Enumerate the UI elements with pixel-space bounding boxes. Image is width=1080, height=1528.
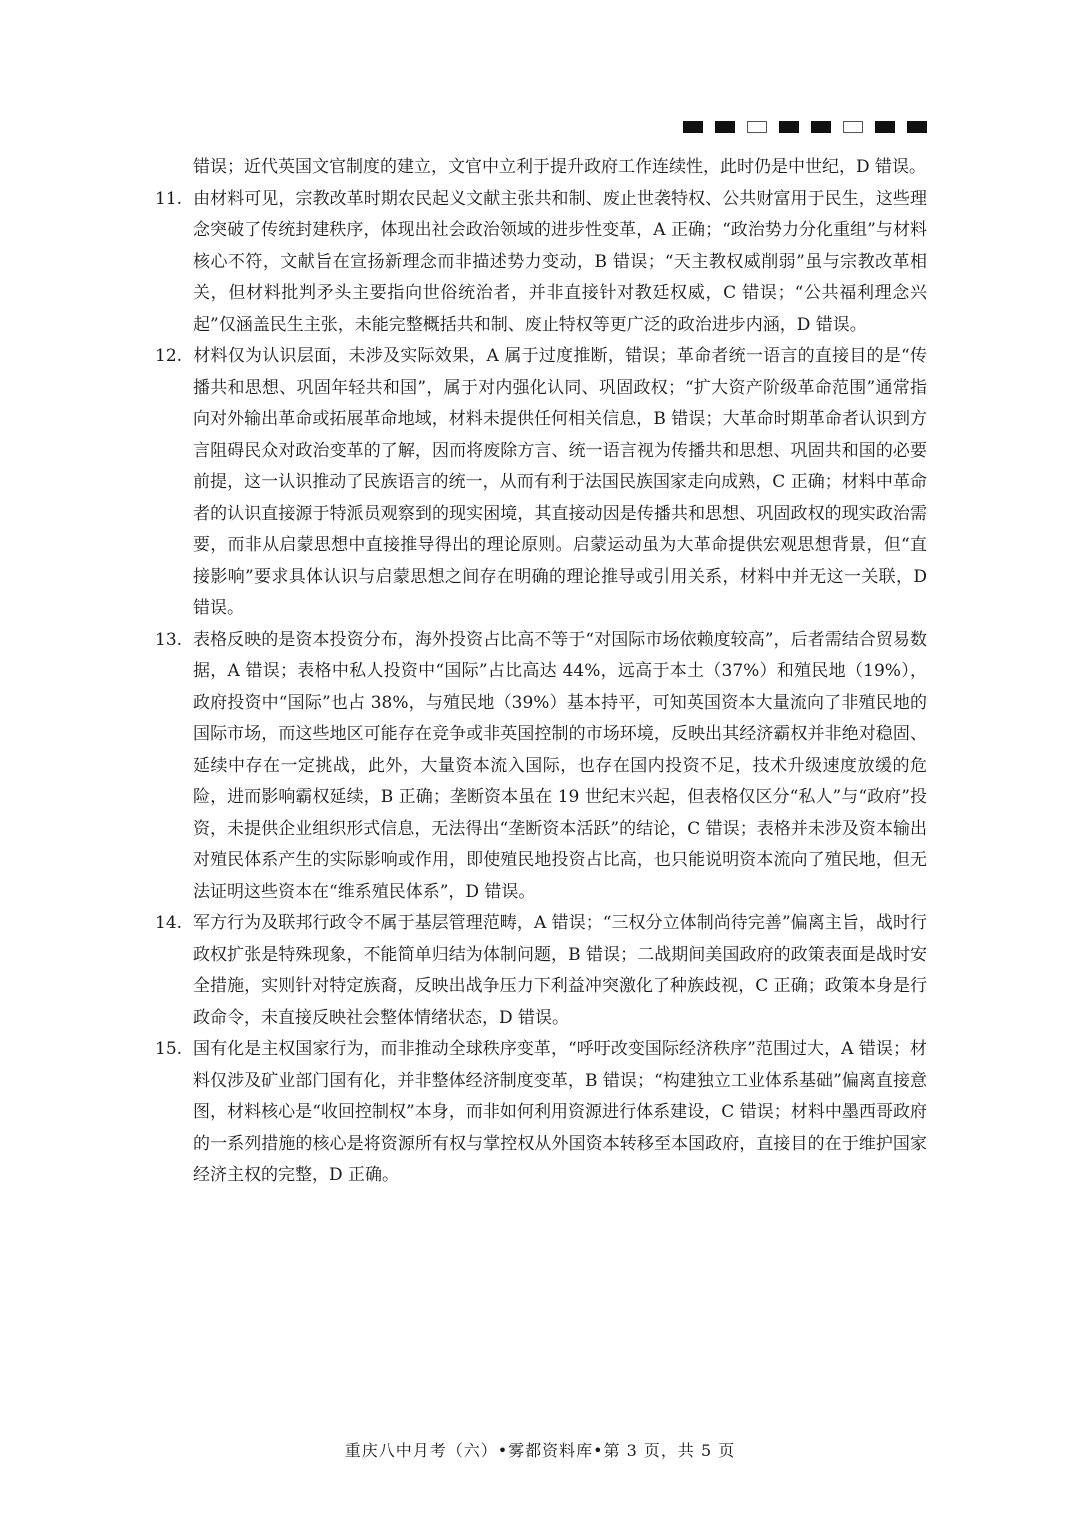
item-number: 15.: [155, 1039, 183, 1059]
page-footer: 重庆八中月考（六）•雾都资料库•第 3 页，共 5 页: [344, 1441, 736, 1460]
header-mark: [875, 121, 895, 133]
item-number: 13.: [155, 629, 183, 650]
header-mark: [843, 121, 863, 133]
answer-explanations: [155, 152, 927, 1192]
item-number: 11.: [155, 188, 183, 209]
continuation-text: 错误；近代英国文官制度的建立，文官中立利于提升政府工作连续性，此时仍是中世纪，D 错误。: [193, 157, 927, 177]
item-number: 14.: [155, 913, 183, 933]
item-12: [155, 341, 927, 625]
header-mark: [811, 121, 831, 133]
header-mark: [683, 121, 703, 133]
header-decoration: [683, 121, 927, 133]
item-14: [155, 908, 927, 1034]
item-text: 军方行为及联邦行政令不属于基层管理范畴，A 错误；“三权分立体制尚待完善”偏离主旨，战时行政权扩张是特殊现象，不能简单归结为体制问题，B 错误；二战期间美国政府的政策表面是战时安全措施，实则针对特定族裔，反映出战争压力下利益冲突激化了种族歧视，C 正确；政策本身是行政命令，未直接反映社会整体情绪状态，D 错误。: [193, 913, 927, 1028]
item-text: 表格反映的是资本投资分布，海外投资占比高不等于“对国际市场依赖度较高”，后者需结合贸易数据，A 错误；表格中私人投资中“国际”占比高达 44%，远高于本土（37%）和殖民地（19%），政府投资中“国际”也占 38%，与殖民地（39%）基本持平，可知英国资本大量流向了非殖民地的国际市场，而这些地区可能存在竞争或非英国控制的市场环境，反映出其经济霸权并非绝对稳固、延续中存在一定挑战，此外，大量资本流入国际，也存在国内投资不足，技术升级速度放缓的危险，进而影响霸权延续，B 正确；垄断资本虽在 19 世纪末兴起，但表格仅区分“私人”与“政府”投资，未提供企业组织形式信息，无法得出“垄断资本活跃”的结论，C 错误；表格并未涉及资本输出对殖民体系产生的实际影响或作用，即使殖民地投资占比高，也只能说明资本流向了殖民地，但无法证明这些资本在“维系殖民体系”，D 错误。: [193, 629, 927, 902]
item-11: [155, 184, 927, 342]
item-13: [155, 625, 927, 909]
header-mark: [779, 121, 799, 133]
header-mark: [907, 121, 927, 133]
item-15: [155, 1034, 927, 1192]
header-mark: [747, 121, 767, 133]
header-mark: [715, 121, 735, 133]
item-text: 材料仅为认识层面，未涉及实际效果，A 属于过度推断，错误；革命者统一语言的直接目的是“传播共和思想、巩固年轻共和国”，属于对内强化认同、巩固政权；“扩大资产阶级革命范围”通常指向对外输出革命或拓展革命地域，材料未提供任何相关信息，B 错误；大革命时期革命者认识到方言阻碍民众对政治变革的了解，因而将废除方言、统一语言视为传播共和思想、巩固共和国的必要前提，这一认识推动了民族语言的统一，从而有利于法国民族国家走向成熟，C 正确；材料中革命者的认识直接源于特派员观察到的现实困境，其直接动因是传播共和思想、巩固政权的现实政治需要，而非从启蒙思想中直接推导得出的理论原则。启蒙运动虽为大革命提供宏观思想背景，但“直接影响”要求具体认识与启蒙思想之间存在明确的理论推导或引用关系，材料中并无这一关联，D 错误。: [193, 346, 927, 618]
item-number: 12.: [155, 346, 183, 366]
item-text: 由材料可见，宗教改革时期农民起义文献主张共和制、废止世袭特权、公共财富用于民生，这些理念突破了传统封建秩序，体现出社会政治领域的进步性变革，A 正确；“政治势力分化重组”与材料核心不符，文献旨在宣扬新理念而非描述势力变动，B 错误；“天主教权威削弱”虽与宗教改革相关，但材料批判矛头主要指向世俗统治者，并非直接针对教廷权威，C 错误；“公共福利理念兴起”仅涵盖民生主张，未能完整概括共和制、废止特权等更广泛的政治进步内涵，D 错误。: [193, 188, 927, 335]
item-text: 国有化是主权国家行为，而非推动全球秩序变革，“呼吁改变国际经济秩序”范围过大，A 错误；材料仅涉及矿业部门国有化，并非整体经济制度变革，B 错误；“构建独立工业体系基础”偏离直接意图，材料核心是“收回控制权”本身，而非如何利用资源进行体系建设，C 错误；材料中墨西哥政府的一系列措施的核心是将资源所有权与掌控权从外国资本转移至本国政府，直接目的在于维护国家经济主权的完整，D 正确。: [193, 1039, 927, 1185]
